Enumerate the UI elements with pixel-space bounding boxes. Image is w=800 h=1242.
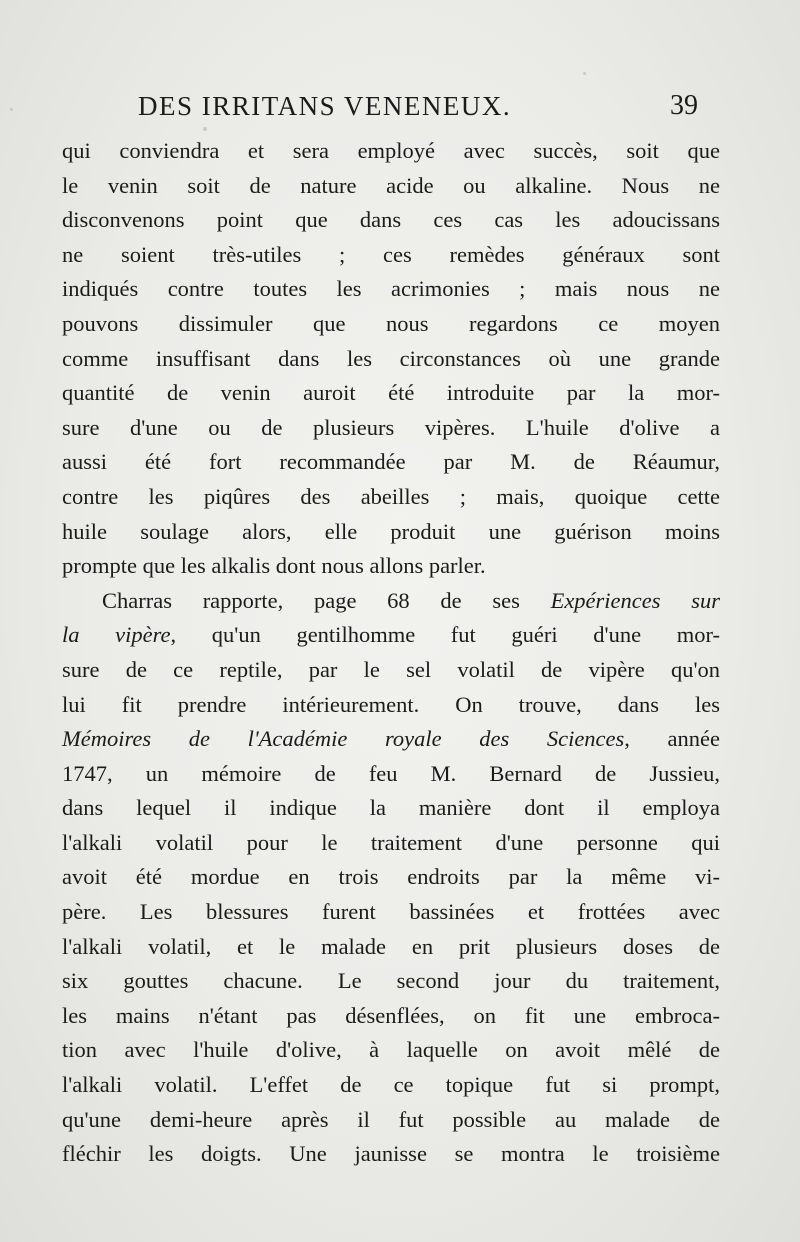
text-line: qu'une demi-heure après il fut possible au malade de bbox=[62, 1106, 720, 1132]
text-line: six gouttes chacune. Le second jour du traitement, bbox=[62, 968, 720, 994]
text-line: quantité de venin auroit été introduite par la mor- bbox=[62, 380, 720, 406]
text-line: tion avec l'huile d'olive, à laquelle on avoit mêlé de bbox=[62, 1037, 720, 1063]
text-line: sure d'une ou de plusieurs vipères. L'huile d'olive a bbox=[62, 414, 720, 440]
text-line: avoit été mordue en trois endroits par la même vi- bbox=[62, 864, 720, 890]
paragraph-1 bbox=[62, 134, 720, 584]
text-segment: Charras rapporte, page 68 de ses bbox=[102, 587, 551, 613]
text-line: indiqués contre toutes les acrimonies ; mais nous ne bbox=[62, 276, 720, 302]
italic-title: Expériences sur bbox=[550, 587, 720, 613]
text-line: sure de ce reptile, par le sel volatil de vipère qu'on bbox=[62, 656, 720, 682]
text-line: ne soient très-utiles ; ces remèdes généraux sont bbox=[62, 241, 720, 267]
text-line: lui fit prendre intérieurement. On trouve, dans les bbox=[62, 691, 720, 717]
text-line: dans lequel il indique la manière dont il employa bbox=[62, 795, 720, 821]
text-line: pouvons dissimuler que nous regardons ce moyen bbox=[62, 310, 720, 336]
text-line: qui conviendra et sera employé avec succès, soit que bbox=[62, 138, 720, 163]
running-head: DES IRRITANS VENENEUX. bbox=[138, 91, 512, 121]
text-line: disconvenons point que dans ces cas les adoucissans bbox=[62, 207, 720, 233]
text-line: l'alkali volatil pour le traitement d'une personne qui bbox=[62, 829, 720, 855]
text-line: aussi été fort recommandée par M. de Réaumur, bbox=[62, 449, 720, 475]
text-line bbox=[62, 618, 720, 653]
text-line: contre les piqûres des abeilles ; mais, quoique cette bbox=[62, 483, 720, 509]
text-line: l'alkali volatil. L'effet de ce topique fut si prompt, bbox=[62, 1072, 720, 1098]
paper-spot bbox=[203, 127, 207, 131]
italic-title: Mémoires de l'Académie royale des Sciences bbox=[62, 726, 625, 752]
text-line: prompte que les alkalis dont nous allons parler. bbox=[62, 553, 486, 579]
text-line bbox=[62, 584, 720, 619]
page-number: 39 bbox=[670, 90, 698, 121]
text-line: comme insuffisant dans les circonstances où une grande bbox=[62, 345, 720, 371]
paper-spot bbox=[583, 72, 586, 75]
text-segment: , qu'un gentilhomme fut guéri d'une mor- bbox=[170, 622, 720, 648]
text-line: les mains n'étant pas désenflées, on fit une embroca- bbox=[62, 1002, 720, 1028]
italic-title: la vipère bbox=[62, 622, 171, 648]
text-line: huile soulage alors, elle produit une guérison moins bbox=[62, 518, 720, 544]
paragraph-2 bbox=[62, 584, 720, 1172]
body-text bbox=[62, 134, 720, 1172]
text-line: père. Les blessures furent bassinées et frottées avec bbox=[62, 899, 720, 925]
text-line: le venin soit de nature acide ou alkaline. Nous ne bbox=[62, 172, 720, 198]
text-segment: , année bbox=[624, 726, 720, 752]
page-header bbox=[138, 86, 698, 126]
text-line: l'alkali volatil, et le malade en prit plusieurs doses de bbox=[62, 933, 720, 959]
text-line: fléchir les doigts. Une jaunisse se montra le troisième bbox=[62, 1141, 720, 1167]
paper-spot bbox=[10, 108, 13, 111]
text-line bbox=[62, 722, 720, 757]
text-line: 1747, un mémoire de feu M. Bernard de Jussieu, bbox=[62, 760, 720, 786]
